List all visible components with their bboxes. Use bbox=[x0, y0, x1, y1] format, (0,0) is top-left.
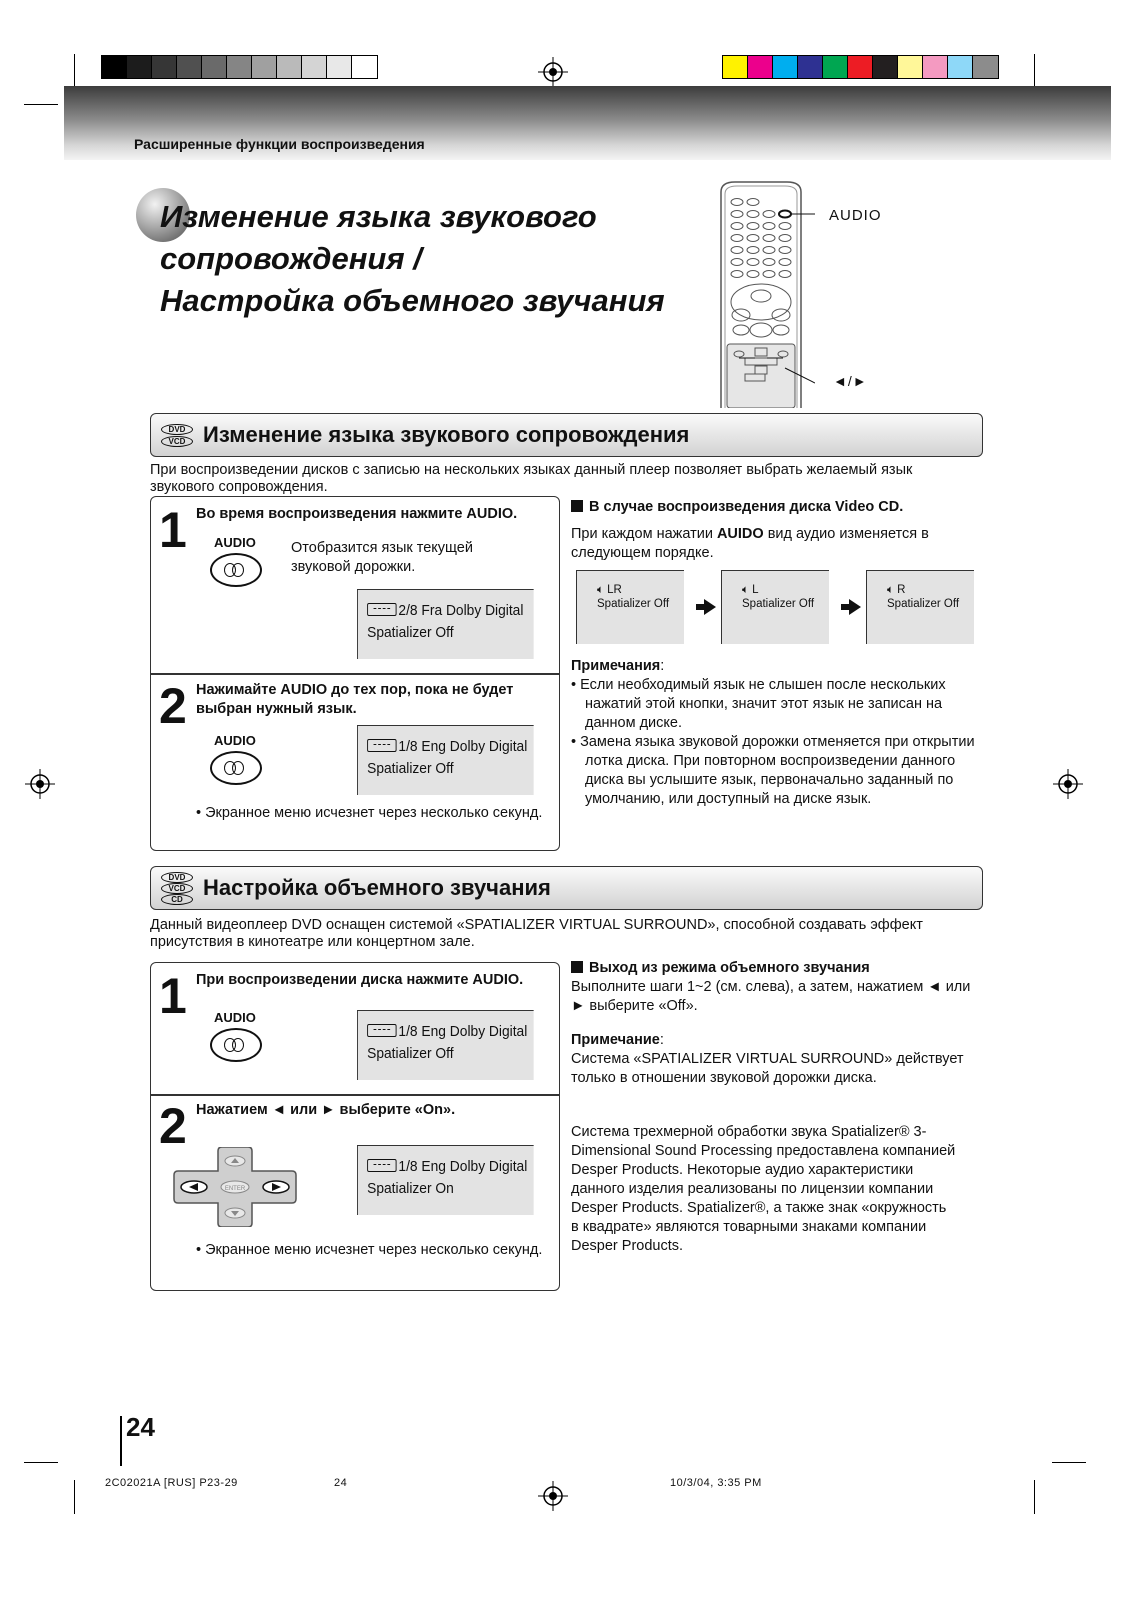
dpad-icon bbox=[172, 1147, 298, 1227]
calibration-swatch bbox=[277, 56, 302, 78]
calibration-swatch bbox=[127, 56, 152, 78]
audio-osd-icon bbox=[367, 1159, 396, 1172]
footer-date: 10/3/04, 3:35 PM bbox=[670, 1477, 762, 1489]
remote-arrows-label: ◄/► bbox=[833, 373, 868, 389]
calibration-swatch bbox=[748, 56, 773, 78]
vcd-logo-icon: VCD bbox=[161, 883, 193, 894]
vcd-osd-box: 🔈︎ LR Spatializer Off bbox=[576, 570, 684, 644]
title-line: Изменение языка звукового bbox=[160, 199, 597, 234]
crop-mark bbox=[1052, 1462, 1086, 1463]
step-instruction: При воспроизведении диска нажмите AUDIO. bbox=[196, 972, 524, 988]
step-note: • Экранное меню исчезнет через несколько секунд. bbox=[196, 1242, 543, 1258]
page-number: 24 bbox=[126, 1412, 155, 1442]
audio-button-icon bbox=[210, 1028, 262, 1062]
osd-line: Spatializer Off bbox=[367, 624, 454, 641]
osd-line: Spatializer Off bbox=[367, 1045, 454, 1062]
exit-description: Выполните шаги 1~2 (см. слева), а затем, нажатием ◄ или ► выберите «Off». bbox=[571, 979, 971, 1014]
dvd-logo-icon: DVD bbox=[161, 872, 193, 883]
remote-control-icon bbox=[715, 178, 815, 408]
calibration-swatch bbox=[898, 56, 923, 78]
remote-audio-label: AUDIO bbox=[829, 207, 882, 224]
section-title: Настройка объемного звучания bbox=[203, 875, 551, 900]
note-item: • Замена языка звуковой дорожки отменяется при открытии лотка диска. При повторном воспроизведении данного диска вы услышите язык, первоначально заданный по умолчанию, или доступный на диске язык. bbox=[571, 734, 975, 807]
calibration-swatch bbox=[848, 56, 873, 78]
calibration-swatch bbox=[948, 56, 973, 78]
section-header bbox=[150, 413, 983, 457]
step-number: 1 bbox=[159, 502, 187, 558]
crop-mark bbox=[1034, 54, 1035, 88]
registration-mark-icon bbox=[1053, 769, 1083, 799]
audio-button-label: AUDIO bbox=[214, 733, 256, 748]
notes-list bbox=[571, 676, 983, 809]
crop-mark bbox=[24, 104, 58, 105]
osd-line: 2/8 Fra Dolby Digital bbox=[398, 602, 524, 619]
calibration-swatch bbox=[177, 56, 202, 78]
calibration-swatch bbox=[798, 56, 823, 78]
step-number: 2 bbox=[159, 1098, 187, 1154]
trademark-text: Система трехмерной обработки звука Spatializer® 3-Dimensional Sound Processing предоставлена компанией Desper Products. Некоторые аудио характеристики данного изделия реализованы по лицензии компании Desper Products. Spatializer®, а также знак «окружность в квадрате» являются товарными знаками компании Desper Products. bbox=[571, 1124, 956, 1254]
calibration-swatch bbox=[152, 56, 177, 78]
note-text: Система «SPATIALIZER VIRTUAL SURROUND» действует только в отношении звуковой дорожки диска. bbox=[571, 1051, 964, 1086]
calibration-swatch bbox=[102, 56, 127, 78]
osd-display bbox=[357, 1145, 534, 1215]
crop-mark bbox=[74, 1480, 75, 1514]
calibration-swatch bbox=[252, 56, 277, 78]
step-number: 2 bbox=[159, 678, 187, 734]
audio-button-label: AUDIO bbox=[214, 1010, 256, 1025]
footer-code: 2C02021A [RUS] P23-29 bbox=[105, 1477, 238, 1489]
section-intro: При воспроизведении дисков с записью на нескольких языках данный плеер позволяет выбрать желаемый язык звукового сопровождения. bbox=[150, 462, 913, 495]
vcd-description: При каждом нажатии AUIDO вид аудио изменяется в следующем порядке. bbox=[571, 526, 929, 561]
step-divider bbox=[151, 673, 559, 675]
exit-heading: Выход из режима объемного звучания bbox=[571, 960, 870, 976]
calibration-swatch bbox=[873, 56, 898, 78]
page-number-rule bbox=[120, 1416, 122, 1466]
note-heading: Примечание: bbox=[571, 1032, 664, 1048]
steps-box bbox=[150, 962, 560, 1291]
osd-line: 1/8 Eng Dolby Digital bbox=[398, 1158, 528, 1175]
page-title bbox=[160, 196, 720, 322]
audio-osd-icon bbox=[367, 1024, 396, 1037]
osd-line: Spatializer On bbox=[367, 1180, 454, 1197]
calibration-swatch bbox=[227, 56, 252, 78]
calibration-swatch bbox=[723, 56, 748, 78]
dvd-logo-icon: DVD bbox=[161, 424, 193, 435]
speaker-icon: 🔈︎ bbox=[887, 584, 898, 596]
arrow-right-icon bbox=[704, 599, 716, 615]
audio-osd-icon bbox=[367, 603, 396, 616]
calibration-swatch bbox=[202, 56, 227, 78]
osd-display bbox=[357, 725, 534, 795]
crop-mark bbox=[24, 1462, 58, 1463]
osd-line: Spatializer Off bbox=[367, 760, 454, 777]
registration-mark-icon bbox=[538, 1481, 568, 1511]
vcd-osd-box: 🔈︎ L Spatializer Off bbox=[721, 570, 829, 644]
audio-button-icon bbox=[210, 751, 262, 785]
step-number: 1 bbox=[159, 968, 187, 1024]
registration-mark-icon bbox=[538, 57, 568, 87]
vcd-osd-box: 🔈︎ R Spatializer Off bbox=[866, 570, 974, 644]
step-divider bbox=[151, 1094, 559, 1096]
note-item: • Если необходимый язык не слышен после нескольких нажатий этой кнопки, значит этот язык не записан на данном диске. bbox=[571, 677, 946, 731]
audio-button-label: AUDIO bbox=[214, 535, 256, 550]
calibration-swatch bbox=[973, 56, 998, 78]
step-note: • Экранное меню исчезнет через несколько секунд. bbox=[196, 805, 543, 821]
speaker-icon: 🔈︎ bbox=[742, 584, 753, 596]
calibration-swatch bbox=[773, 56, 798, 78]
osd-line: 1/8 Eng Dolby Digital bbox=[398, 738, 528, 755]
audio-button-icon bbox=[210, 553, 262, 587]
osd-display bbox=[357, 589, 534, 659]
calibration-swatch bbox=[352, 56, 377, 78]
calibration-swatch bbox=[923, 56, 948, 78]
calibration-swatch bbox=[302, 56, 327, 78]
crop-mark bbox=[74, 54, 75, 88]
section-title: Изменение языка звукового сопровождения bbox=[203, 422, 690, 447]
calibration-swatch bbox=[823, 56, 848, 78]
title-line: Настройка объемного звучания bbox=[160, 283, 665, 318]
crop-mark bbox=[1034, 1480, 1035, 1514]
vcd-logo-icon: VCD bbox=[161, 436, 193, 447]
osd-line: 1/8 Eng Dolby Digital bbox=[398, 1023, 528, 1040]
step-instruction: Нажатием ◄ или ► выберите «On». bbox=[196, 1102, 456, 1118]
step-instruction: Во время воспроизведения нажмите AUDIO. bbox=[196, 506, 518, 522]
color-calibration-bar bbox=[722, 55, 999, 79]
osd-display bbox=[357, 1010, 534, 1080]
svg-text:ENTER: ENTER bbox=[224, 1186, 246, 1192]
notes-heading: Примечания: bbox=[571, 658, 665, 674]
section-intro: Данный видеоплеер DVD оснащен системой «SPATIALIZER VIRTUAL SURROUND», способной создавать эффект присутствия в кинотеатре или концертном зале. bbox=[150, 917, 923, 950]
cd-logo-icon: CD bbox=[161, 894, 193, 905]
footer-page: 24 bbox=[334, 1477, 348, 1489]
steps-box bbox=[150, 496, 560, 851]
chapter-label: Расширенные функции воспроизведения bbox=[134, 136, 425, 152]
vcd-heading: В случае воспроизведения диска Video CD. bbox=[571, 499, 903, 515]
arrow-right-icon bbox=[849, 599, 861, 615]
calibration-swatch bbox=[327, 56, 352, 78]
title-line: сопровождения / bbox=[160, 241, 422, 276]
speaker-icon: 🔈︎ bbox=[597, 584, 608, 596]
audio-osd-icon bbox=[367, 739, 396, 752]
section-header bbox=[150, 866, 983, 910]
registration-mark-icon bbox=[25, 769, 55, 799]
step-description: Отобразится язык текущей звуковой дорожки. bbox=[291, 540, 473, 575]
step-instruction: Нажимайте AUDIO до тех пор, пока не будет выбран нужный язык. bbox=[196, 682, 514, 717]
grayscale-calibration-bar bbox=[101, 55, 378, 79]
